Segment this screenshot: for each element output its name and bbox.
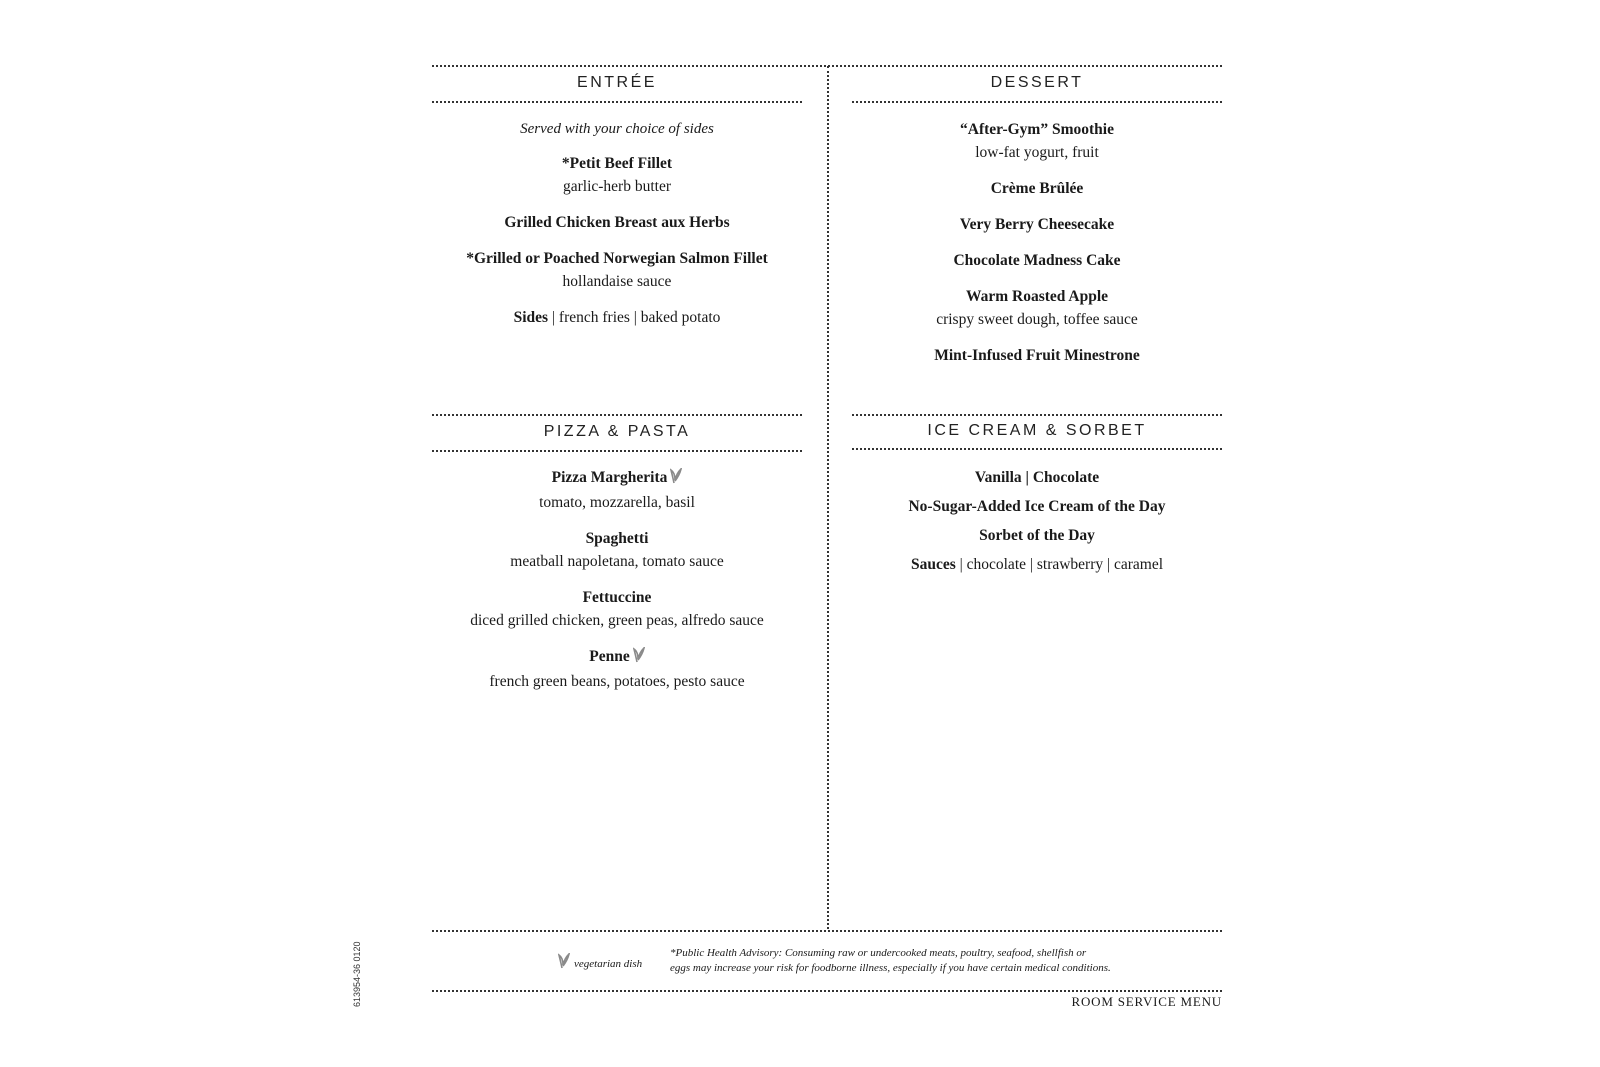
- pizza-underline: [432, 450, 802, 452]
- menu-item: [432, 586, 802, 632]
- advisory-line: eggs may increase your risk for foodborne illness, especially if you have certain medical conditions.: [670, 962, 1111, 974]
- item-name: Spaghetti: [585, 530, 649, 547]
- item-desc: | french fries | baked potato: [548, 309, 721, 326]
- dessert-list: [852, 118, 1222, 380]
- vegetarian-leaf-icon: [633, 647, 645, 670]
- item-name: No-Sugar-Added Ice Cream of the Day: [908, 498, 1166, 515]
- item-name: Grilled Chicken Breast aux Herbs: [504, 214, 730, 231]
- menu-item: [852, 524, 1222, 547]
- menu-item: [432, 247, 802, 293]
- health-advisory: [670, 946, 1140, 976]
- menu-item: [852, 344, 1222, 367]
- item-desc: meatball napoletana, tomato sauce: [510, 553, 724, 570]
- menu-item: [432, 527, 802, 573]
- menu-item: [432, 306, 802, 329]
- icecream-overline: [852, 414, 1222, 416]
- pizza-pasta-list: [432, 466, 802, 706]
- vegetarian-leaf-icon: [670, 468, 682, 491]
- item-name: *Grilled or Poached Norwegian Salmon Fillet: [466, 250, 768, 267]
- item-desc: crispy sweet dough, toffee sauce: [936, 311, 1138, 328]
- pizza-overline: [432, 414, 802, 416]
- item-name: Chocolate Madness Cake: [953, 252, 1121, 269]
- advisory-line: *Public Health Advisory: Consuming raw or undercooked meats, poultry, seafood, shellfish or: [670, 947, 1087, 959]
- menu-item: [432, 152, 802, 198]
- vegetarian-leaf-icon: [558, 953, 570, 972]
- item-name: Sides: [513, 309, 549, 326]
- item-name: Vanilla | Chocolate: [974, 469, 1100, 486]
- icecream-underline: [852, 448, 1222, 450]
- item-name: Sorbet of the Day: [979, 527, 1095, 544]
- item-name: Penne: [589, 648, 630, 665]
- item-name: Very Berry Cheesecake: [959, 216, 1115, 233]
- menu-item: [432, 211, 802, 234]
- pizza-pasta-title: PIZZA & PASTA: [543, 423, 691, 440]
- dessert-underline: [852, 101, 1222, 103]
- menu-item: [852, 553, 1222, 576]
- dessert-title: DESSERT: [990, 74, 1084, 91]
- menu-item: [432, 645, 802, 693]
- item-name: Mint-Infused Fruit Minestrone: [934, 347, 1140, 364]
- item-name: *Petit Beef Fillet: [561, 155, 673, 172]
- print-code: 613954-36 0120: [352, 941, 362, 1007]
- ice-cream-title: ICE CREAM & SORBET: [927, 422, 1147, 439]
- menu-item: [852, 213, 1222, 236]
- menu-item: [852, 118, 1222, 164]
- footer-bottom-rule: [432, 990, 1222, 992]
- entree-underline: [432, 101, 802, 103]
- item-name: Fettuccine: [582, 589, 652, 606]
- menu-item: [852, 466, 1222, 489]
- menu-item: [852, 177, 1222, 200]
- item-desc: | chocolate | strawberry | caramel: [955, 556, 1164, 573]
- ice-cream-list: [852, 466, 1222, 582]
- item-desc: garlic-herb butter: [562, 178, 671, 195]
- entree-note: Served with your choice of sides: [520, 121, 714, 137]
- vegetarian-legend: [558, 953, 642, 972]
- item-desc: french green beans, potatoes, pesto sauce: [489, 673, 745, 690]
- entree-list: [432, 118, 802, 342]
- menu-item: [852, 495, 1222, 518]
- item-desc: hollandaise sauce: [562, 273, 672, 290]
- item-desc: low-fat yogurt, fruit: [975, 144, 1099, 161]
- item-name: “After-Gym” Smoothie: [960, 121, 1114, 138]
- item-desc: tomato, mozzarella, basil: [539, 494, 695, 511]
- item-name: Crème Brûlée: [990, 180, 1084, 197]
- item-name: Warm Roasted Apple: [965, 288, 1109, 305]
- center-divider: [827, 66, 829, 929]
- menu-item: [852, 285, 1222, 331]
- footer-top-rule: [432, 930, 1222, 932]
- item-name: Sauces: [910, 556, 956, 573]
- entree-title: ENTRÉE: [577, 74, 657, 91]
- menu-name: ROOM SERVICE MENU: [1071, 994, 1222, 1009]
- vegetarian-legend-label: vegetarian dish: [574, 958, 643, 970]
- item-name: Pizza Margherita: [551, 469, 668, 486]
- menu-item: [432, 466, 802, 514]
- item-desc: diced grilled chicken, green peas, alfredo sauce: [470, 612, 764, 629]
- menu-item: [852, 249, 1222, 272]
